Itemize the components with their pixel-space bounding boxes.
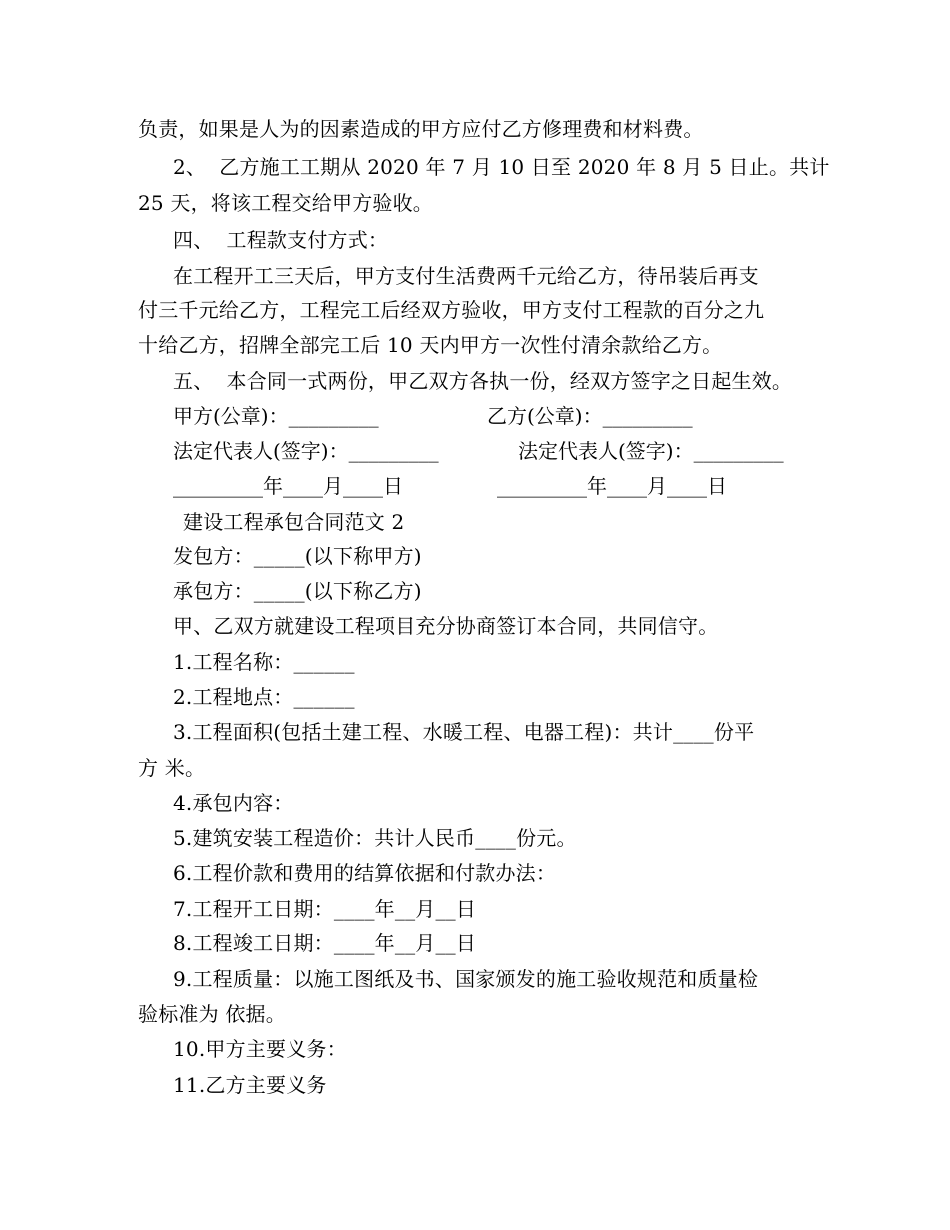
paragraph-line: 在工程开工三天后，甲方支付生活费两千元给乙方，待吊装后再支 [173,264,759,288]
contractee-line: 承包方：_____(以下称乙方) [173,579,422,603]
list-item: 11.乙方主要义务 [173,1073,327,1097]
party-b-representative: 法定代表人(签字)：_________ [518,439,784,463]
party-a-date: _________年____月____日 [173,474,403,498]
party-b-date: _________年____月____日 [497,474,727,498]
paragraph-line: 付三千元给乙方，工程完工后经双方验收，甲方支付工程款的百分之九 [138,298,765,322]
party-b-seal: 乙方(公章)：_________ [487,404,693,428]
section-heading-payment: 四、 工程款支付方式： [173,228,389,252]
paragraph-line: 十给乙方，招牌全部完工后 10 天内甲方一次性付清余款给乙方。 [138,333,723,357]
paragraph-line: 负责，如果是人为的因素造成的甲方应付乙方修理费和材料费。 [138,117,704,141]
party-a-seal: 甲方(公章)：_________ [173,404,379,428]
list-item: 10.甲方主要义务： [173,1037,347,1061]
list-item: 1.工程名称：______ [173,650,355,674]
list-item: 9.工程质量：以施工图纸及书、国家颁发的施工验收规范和质量检 [173,967,759,991]
list-item: 5.建筑安装工程造价：共计人民币____份元。 [173,826,577,850]
paragraph-line: 25 天，将该工程交给甲方验收。 [138,191,434,215]
list-item: 7.工程开工日期：____年__月__日 [173,897,477,921]
agreement-line: 甲、乙双方就建设工程项目充分协商签订本合同，共同信守。 [173,614,719,638]
section-heading-effect: 五、 本合同一式两份，甲乙双方各执一份，经双方签字之日起生效。 [173,369,793,393]
list-item: 6.工程价款和费用的结算依据和付款办法： [173,861,557,885]
clause-2-line: 2、 乙方施工工期从 2020 年 7 月 10 日至 2020 年 8 月 5 日止。共计 [173,155,830,179]
section-title: 建设工程承包合同范文 2 [183,510,405,534]
list-item-continuation: 方 米。 [138,756,206,780]
contractor-line: 发包方：_____(以下称甲方) [173,544,422,568]
list-item: 2.工程地点：______ [173,685,355,709]
list-item: 8.工程竣工日期：____年__月__日 [173,931,477,955]
party-a-representative: 法定代表人(签字)：_________ [173,439,439,463]
list-item-continuation: 验标准为 依据。 [138,1002,286,1026]
list-item: 4.承包内容： [173,791,294,815]
list-item: 3.工程面积(包括土建工程、水暖工程、电器工程)：共计____份平 [173,720,755,744]
